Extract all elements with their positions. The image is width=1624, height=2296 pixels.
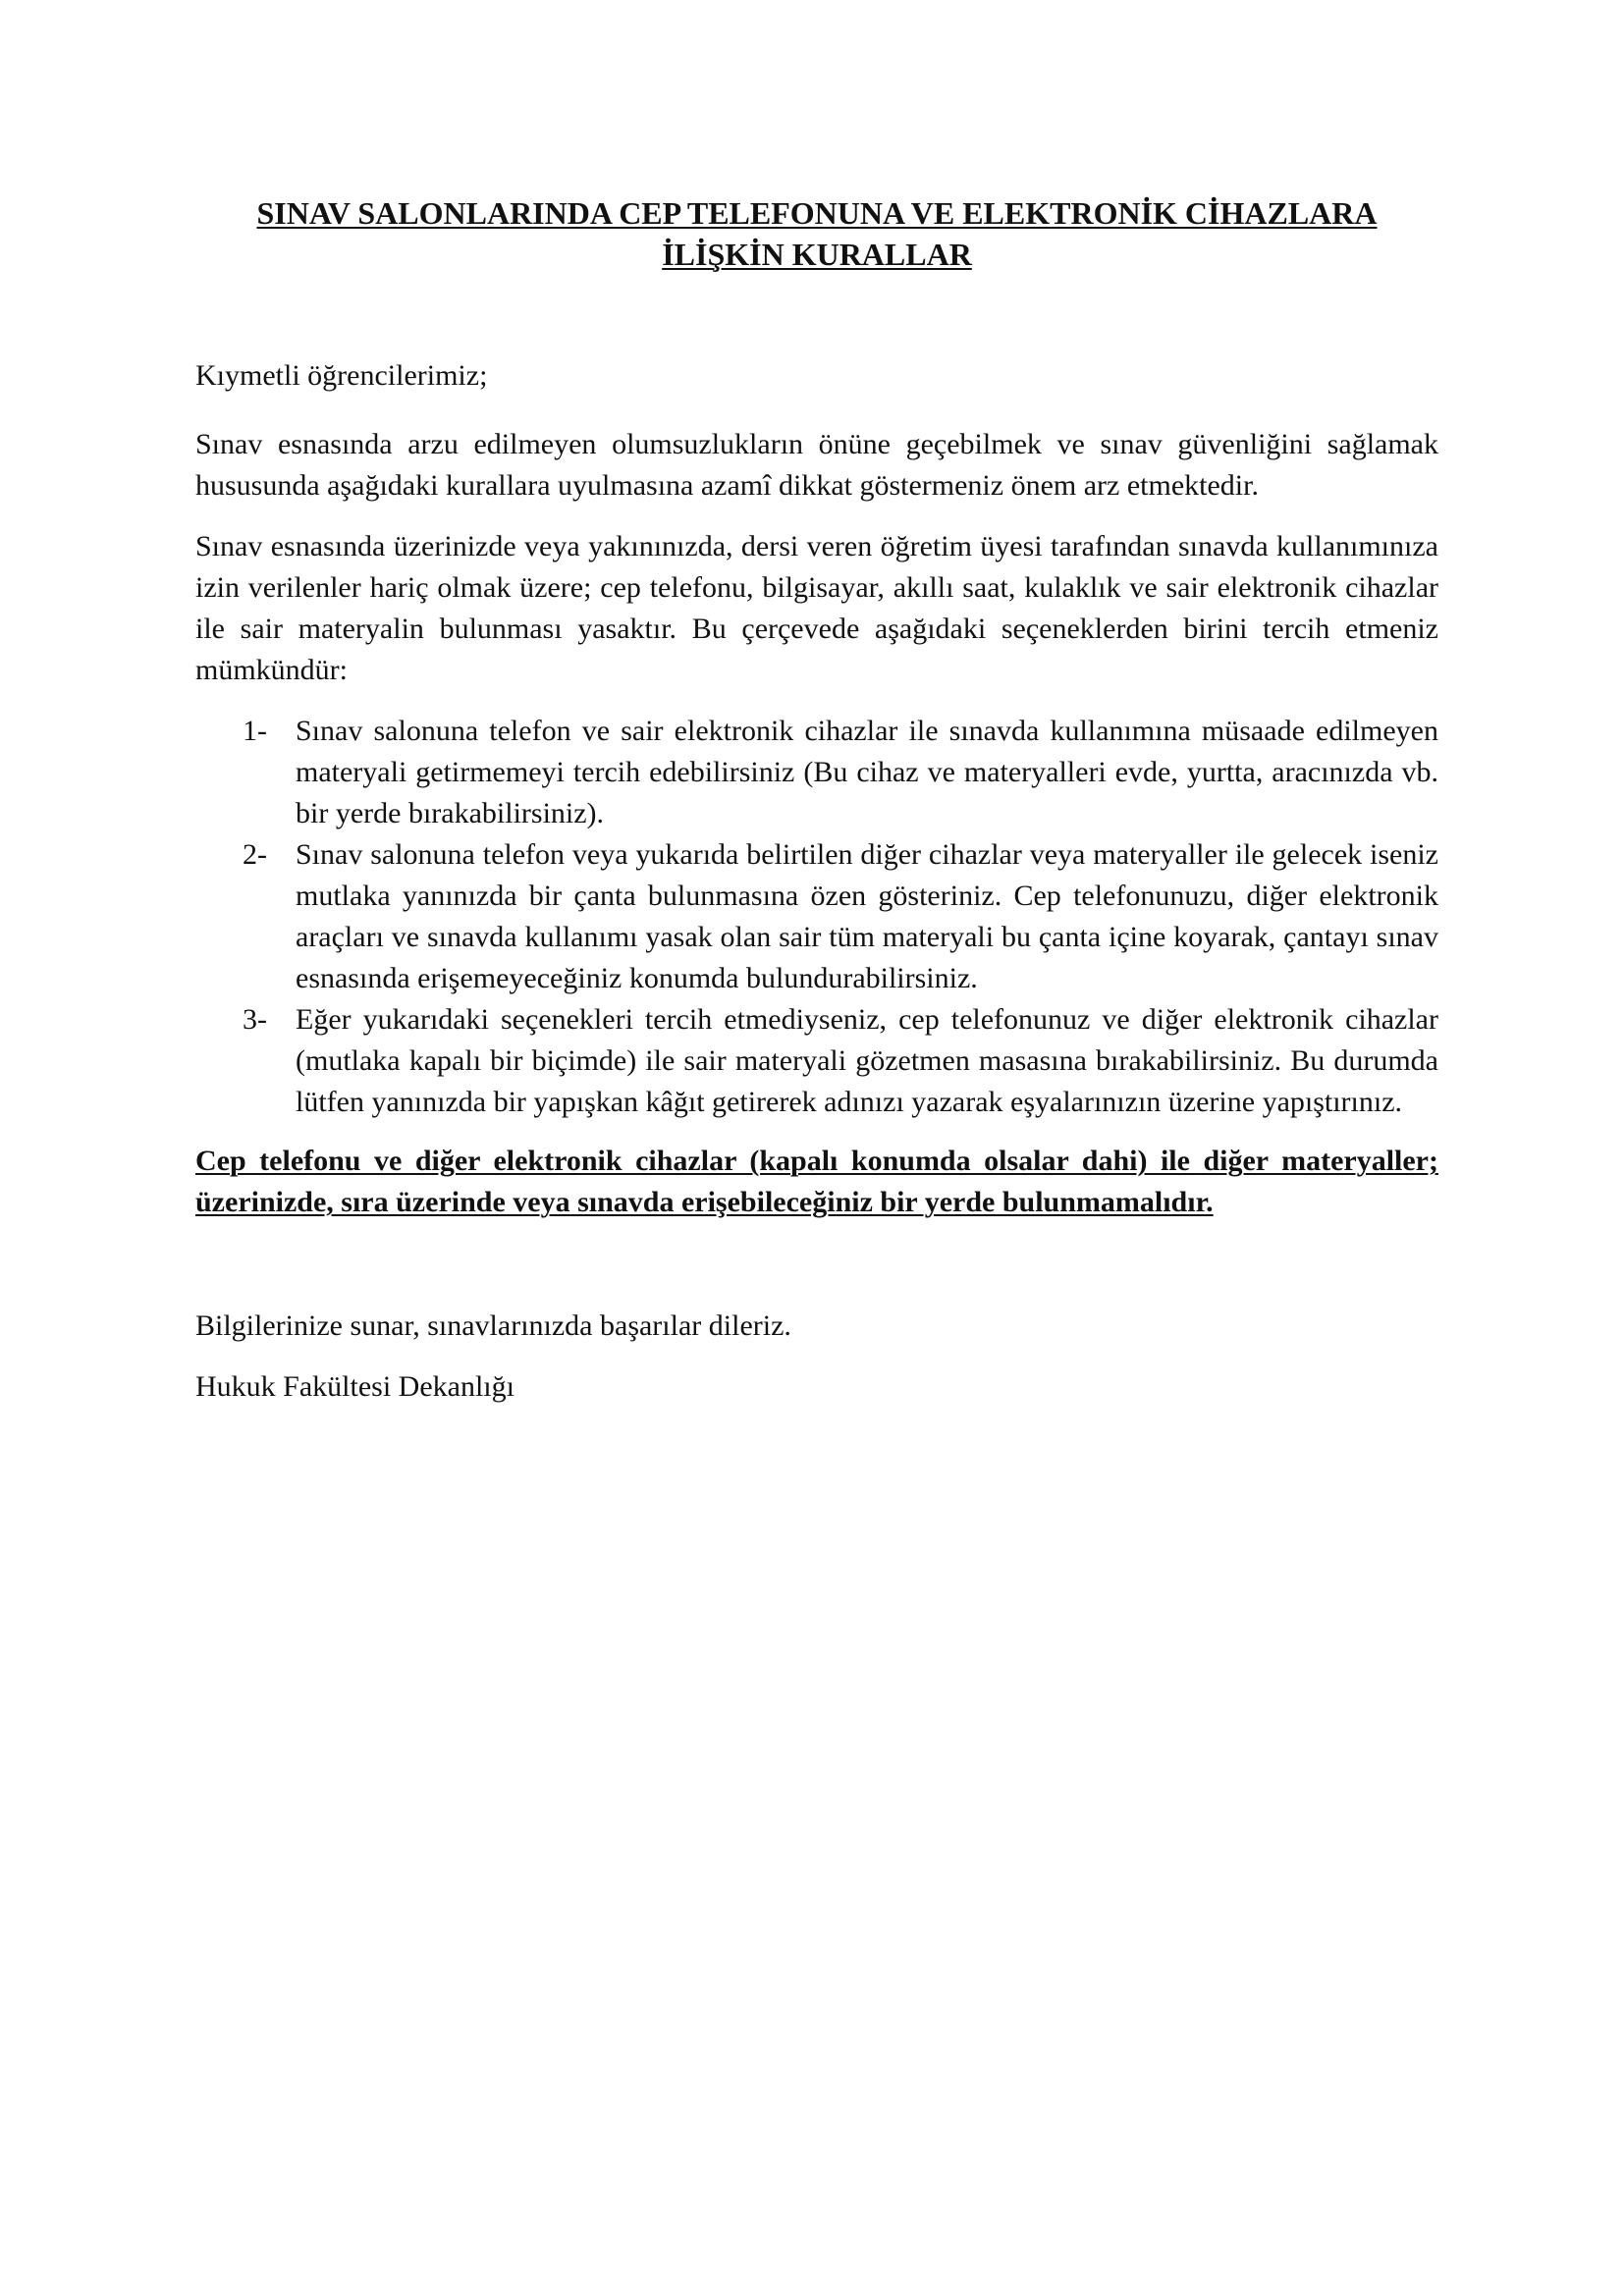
rules-paragraph: Sınav esnasında üzerinizde veya yakınınızda, dersi veren öğretim üyesi tarafından sınavda kullanımınıza izin verilenler hariç olmak üzere; cep telefonu, bilgisayar, akıllı saat, kulaklık ve sair elektronik cihazlar ile sair materyalin bulunması yasaktır. Bu çerçevede aşağıdaki seçeneklerden birini tercih etmeniz mümkündür:	[195, 530, 1438, 686]
closing-line: Bilgilerinize sunar, sınavlarınızda başarılar dileriz.	[195, 1309, 791, 1342]
option-text: Sınav salonuna telefon ve sair elektronik cihazlar ile sınavda kullanımına müsaade edilmeyen materyali getirmemeyi tercih edebilirsiniz (Bu cihaz ve materyalleri evde, yurtta, aracınızda vb. bir yerde bırakabilirsiniz).	[296, 715, 1438, 829]
title-line-2: İLİŞKİN KURALLAR	[662, 237, 972, 272]
title-line-1: SINAV SALONLARINDA CEP TELEFONUNA VE ELEKTRONİK CİHAZLARA	[256, 195, 1378, 231]
signature: Hukuk Fakültesi Dekanlığı	[195, 1370, 514, 1403]
option-number: 3-	[243, 1003, 267, 1036]
list-item	[195, 711, 1438, 834]
option-text: Sınav salonuna telefon veya yukarıda belirtilen diğer cihazlar veya materyaller ile gelecek iseniz mutlaka yanınızda bir çanta bulunmasına özen gösteriniz. Cep telefonunuzu, diğer elektronik araçları ve sınavda kullanımı yasak olan sair tüm materyali bu çanta içine koyarak, çantayı sınav esnasında erişemeyeceğiniz konumda bulundurabilirsiniz.	[296, 838, 1438, 994]
document-body	[195, 355, 1438, 1427]
option-text: Eğer yukarıdaki seçenekleri tercih etmediyseniz, cep telefonunuz ve diğer elektronik cihazlar (mutlaka kapalı bir biçimde) ile sair materyali gözetmen masasına bırakabilirsiniz. Bu durumda lütfen yanınızda bir yapışkan kâğıt getirerek adınızı yazarak eşyalarınızın üzerine yapıştırınız.	[296, 1003, 1438, 1118]
greeting: Kıymetli öğrencilerimiz;	[195, 359, 488, 392]
options-list	[195, 711, 1438, 1123]
warning-paragraph: Cep telefonu ve diğer elektronik cihazlar (kapalı konumda olsalar dahi) ile diğer materyaller; üzerinizde, sıra üzerinde veya sınavda erişebileceğiniz bir yerde bulunmamalıdır.	[195, 1145, 1438, 1218]
list-item	[195, 999, 1438, 1123]
intro-paragraph: Sınav esnasında arzu edilmeyen olumsuzlukların önüne geçebilmek ve sınav güvenliğini sağlamak hususunda aşağıdaki kurallara uyulmasına azamî dikkat göstermeniz önem arz etmektedir.	[195, 428, 1438, 502]
list-item	[195, 834, 1438, 999]
option-number: 2-	[243, 838, 267, 871]
option-number: 1-	[243, 715, 267, 747]
document-title	[195, 192, 1438, 275]
